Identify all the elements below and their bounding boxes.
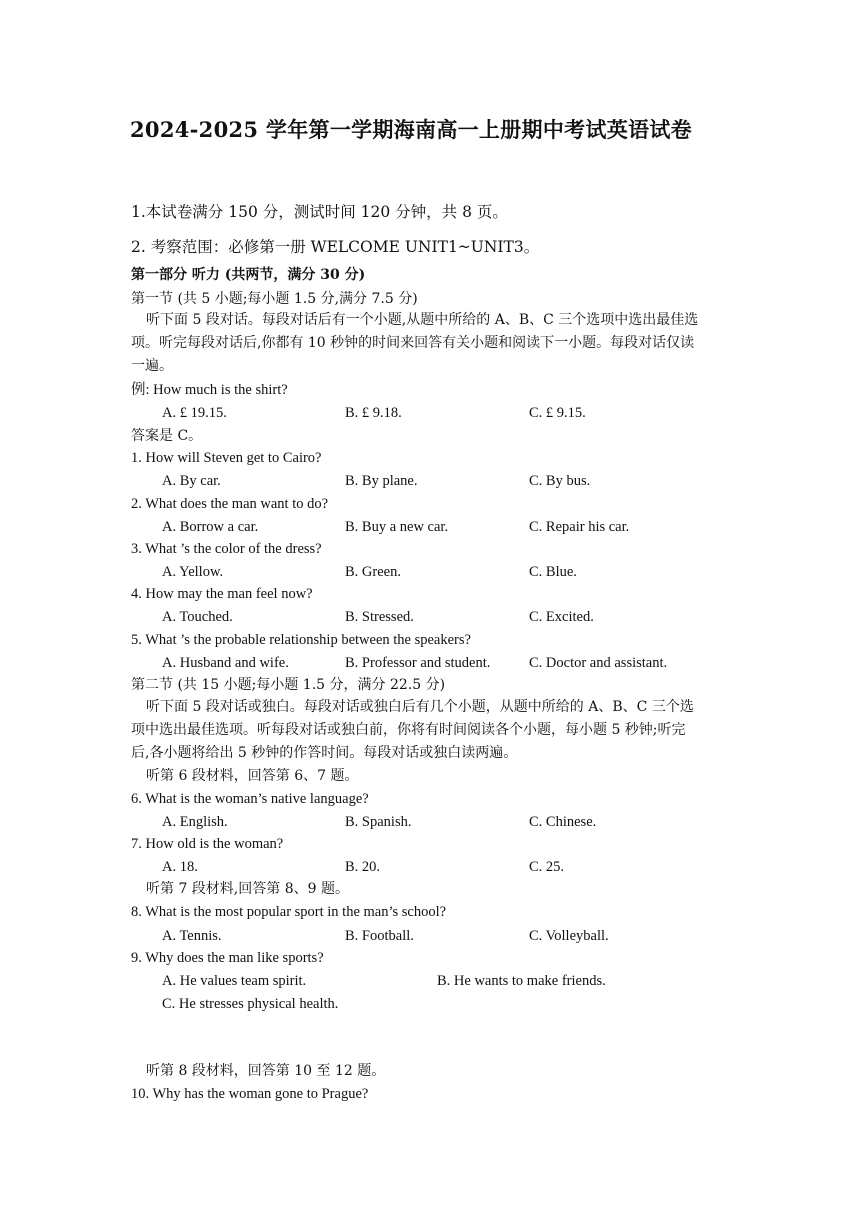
question-1-option-a: A. By car. [162, 473, 221, 489]
question-9-option-b: B. He wants to make friends. [437, 973, 606, 989]
question-6-stem: 6. What is the woman’s native language? [131, 791, 369, 807]
question-6-option-a: A. English. [162, 814, 228, 830]
question-1-option-c: C. By bus. [529, 473, 591, 489]
question-1-stem: 1. How will Steven get to Cairo? [131, 450, 322, 466]
section1-instruction-line-1: 听下面 5 段对话。每段对话后有一个小题,从题中所给的 A、B、C 三个选项中选出最佳选 [146, 312, 699, 328]
question-7-option-a: A. 18. [162, 859, 198, 875]
section2-instruction-line-2: 项中选出最佳选项。听每段对话或独白前，你将有时间阅读各个小题，每小题 5 秒钟;听完 [131, 722, 686, 738]
question-6-option-c: C. Chinese. [529, 814, 597, 830]
section1-heading: 第一节 (共 5 小题;每小题 1.5 分,满分 7.5 分) [131, 291, 418, 307]
example-answer: 答案是 C。 [131, 428, 203, 444]
question-3-option-a: A. Yellow. [162, 564, 224, 580]
material-8-note: 听第 8 段材料，回答第 10 至 12 题。 [146, 1063, 386, 1079]
example-question: 例: How much is the shirt? [131, 382, 288, 398]
question-5-option-b: B. Professor and student. [345, 655, 491, 671]
note-1: 1.本试卷满分 150 分，测试时间 120 分钟，共 8 页。 [131, 203, 508, 221]
question-7-option-b: B. 20. [345, 859, 381, 875]
question-2-stem: 2. What does the man want to do? [131, 496, 329, 512]
question-8-option-b: B. Football. [345, 928, 414, 944]
question-5-stem: 5. What ’s the probable relationship between the speakers? [131, 632, 471, 648]
note-2: 2. 考察范围：必修第一册 WELCOME UNIT1~UNIT3。 [131, 238, 540, 256]
question-9-stem: 9. Why does the man like sports? [131, 950, 324, 966]
question-8-option-c: C. Volleyball. [529, 928, 609, 944]
question-2-option-b: B. Buy a new car. [345, 519, 449, 535]
question-9-option-c: C. He stresses physical health. [162, 996, 339, 1012]
exam-title: 2024-2025 学年第一学期海南高一上册期中考试英语试卷 [130, 117, 692, 142]
example-option-b: B. £ 9.18. [345, 405, 402, 421]
question-1-option-b: B. By plane. [345, 473, 418, 489]
question-4-option-a: A. Touched. [162, 609, 233, 625]
section2-instruction-line-1: 听下面 5 段对话或独白。每段对话或独白后有几个小题，从题中所给的 A、B、C 三个选 [146, 699, 694, 715]
question-3-stem: 3. What ’s the color of the dress? [131, 541, 322, 557]
question-8-stem: 8. What is the most popular sport in the man’s school? [131, 904, 447, 920]
question-4-stem: 4. How may the man feel now? [131, 586, 313, 602]
section2-instruction-line-3: 后,各小题将给出 5 秒钟的作答时间。每段对话或独白读两遍。 [131, 745, 518, 761]
section2-heading: 第二节 (共 15 小题;每小题 1.5 分，满分 22.5 分) [131, 677, 446, 693]
part1-heading: 第一部分 听力 (共两节，满分 30 分) [131, 267, 366, 283]
example-option-c: C. £ 9.15. [529, 405, 586, 421]
question-9-option-a: A. He values team spirit. [162, 973, 307, 989]
question-7-stem: 7. How old is the woman? [131, 836, 284, 852]
section1-instruction-line-3: 一遍。 [131, 358, 173, 374]
question-6-option-b: B. Spanish. [345, 814, 412, 830]
question-2-option-a: A. Borrow a car. [162, 519, 259, 535]
question-3-option-c: C. Blue. [529, 564, 577, 580]
question-3-option-b: B. Green. [345, 564, 401, 580]
example-option-a: A. £ 19.15. [162, 405, 227, 421]
question-4-option-c: C. Excited. [529, 609, 594, 625]
question-7-option-c: C. 25. [529, 859, 565, 875]
question-4-option-b: B. Stressed. [345, 609, 414, 625]
question-2-option-c: C. Repair his car. [529, 519, 630, 535]
question-5-option-a: A. Husband and wife. [162, 655, 289, 671]
material-7-note: 听第 7 段材料,回答第 8、9 题。 [146, 881, 349, 897]
question-8-option-a: A. Tennis. [162, 928, 222, 944]
section1-instruction-line-2: 项。听完每段对话后,你都有 10 秒钟的时间来回答有关小题和阅读下一小题。每段对话仅读 [131, 335, 695, 351]
material-6-note: 听第 6 段材料，回答第 6、7 题。 [146, 768, 359, 784]
question-10-stem: 10. Why has the woman gone to Prague? [131, 1086, 369, 1102]
question-5-option-c: C. Doctor and assistant. [529, 655, 668, 671]
